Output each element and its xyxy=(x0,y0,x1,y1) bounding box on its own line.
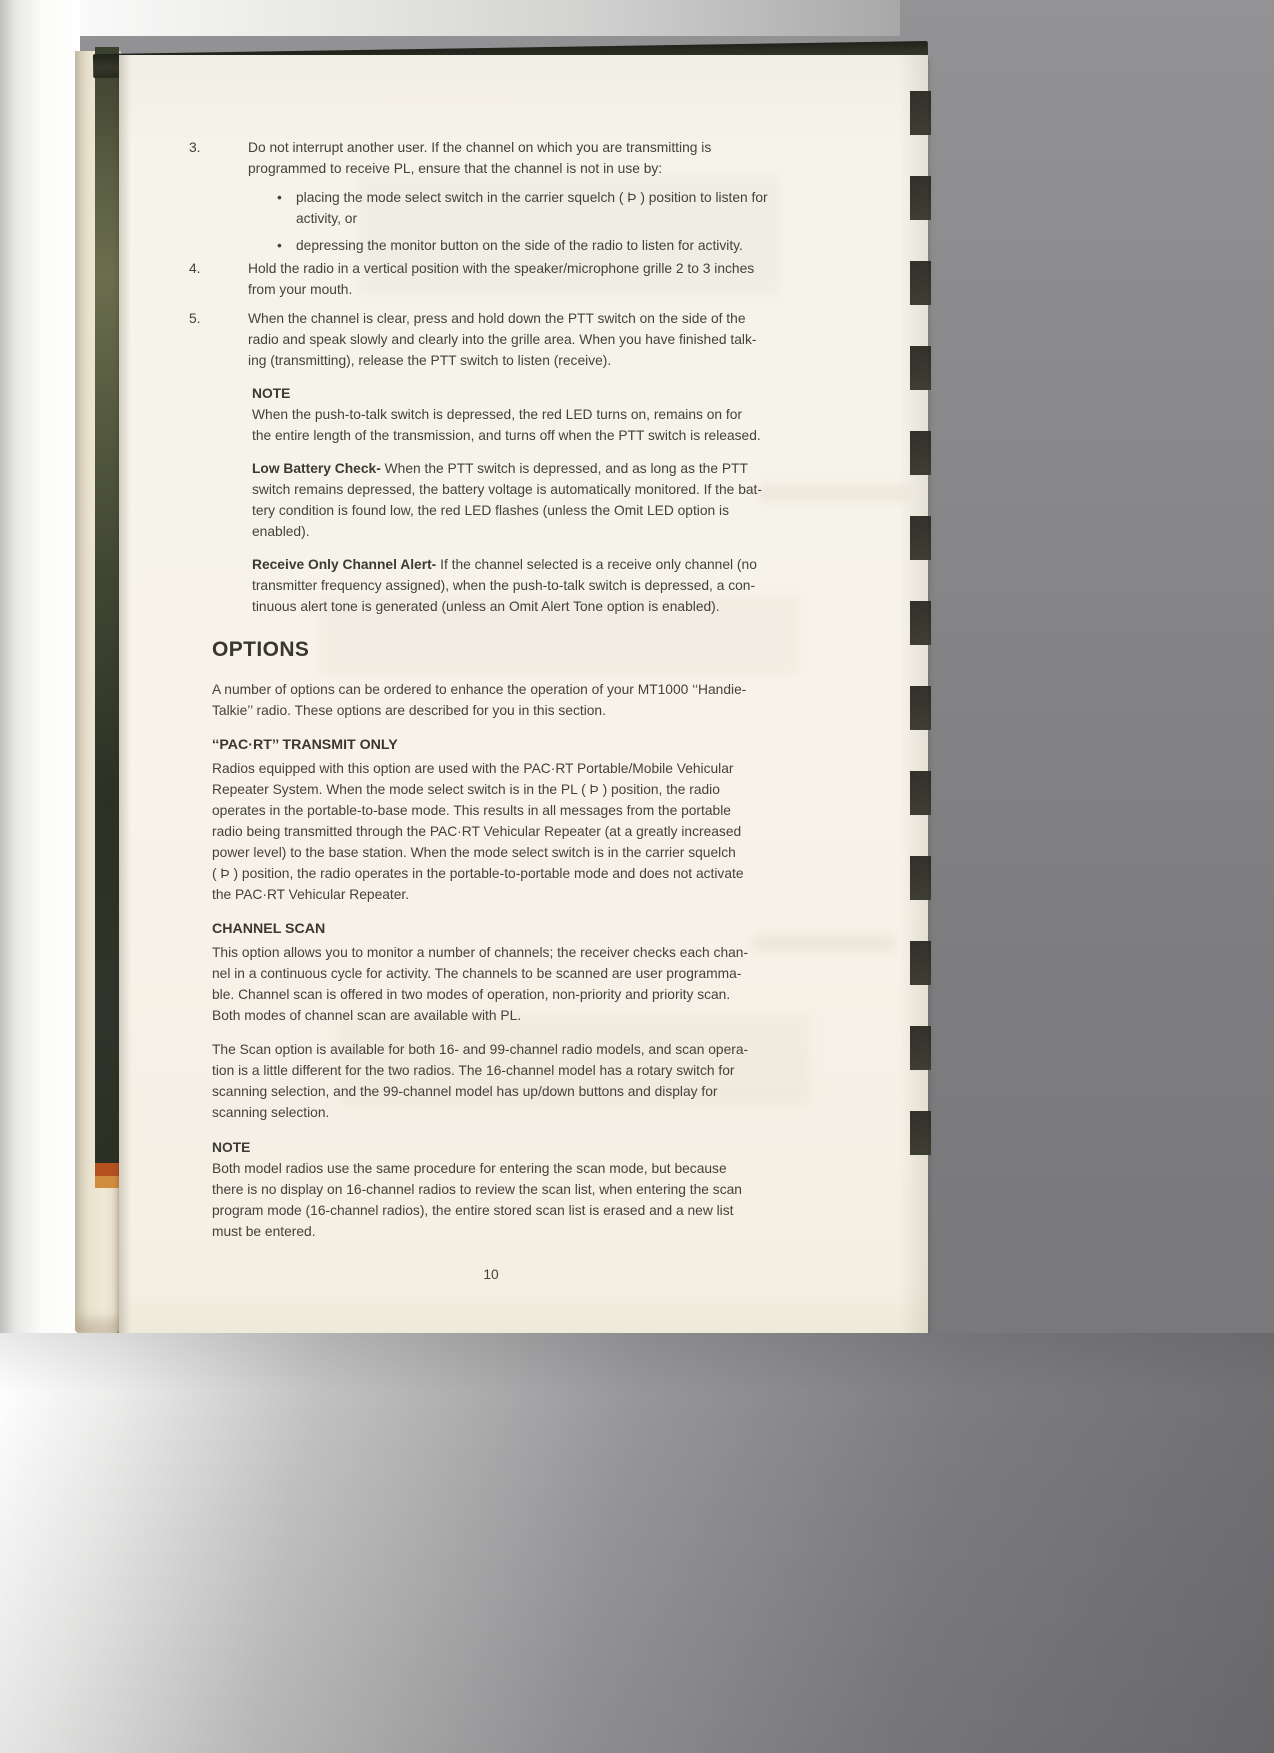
page-content xyxy=(189,137,793,1285)
text-line: radio being transmitted through the PAC·RT Vehicular Repeater (at a greatly increased xyxy=(212,824,742,839)
note-title: NOTE xyxy=(212,1140,251,1155)
item-number: 3. xyxy=(189,140,201,155)
text-line: scanning selection, and the 99-channel model has up/down buttons and display for xyxy=(212,1084,718,1099)
cover-stripe-orange-light xyxy=(95,1176,119,1188)
paragraph-text xyxy=(252,479,793,542)
page-number: 10 xyxy=(483,1267,499,1282)
text-line: Do not interrupt another user. If the channel on which you are transmitting is xyxy=(248,140,712,155)
note-text xyxy=(252,404,793,446)
text-line: power level) to the base station. When the mode select switch is in the carrier squelch xyxy=(212,845,736,860)
text-line: scanning selection. xyxy=(212,1105,330,1120)
item-text xyxy=(248,258,793,300)
scanner-bed-top xyxy=(0,0,900,36)
text-line: tinuous alert tone is generated (unless an Omit Alert Tone option is enabled). xyxy=(252,599,720,614)
pac-rt-paragraph xyxy=(212,758,793,905)
manual-page xyxy=(119,55,928,1333)
text-line: must be entered. xyxy=(212,1224,316,1239)
binding-notches xyxy=(910,91,931,1169)
text-line: there is no display on 16-channel radios to review the scan list, when entering the scan xyxy=(212,1182,742,1197)
bullet-item xyxy=(277,187,793,229)
pac-rt-heading: ‘‘PAC·RT’’ TRANSMIT ONLY xyxy=(212,737,398,753)
receive-only-channel-alert-paragraph xyxy=(252,554,793,617)
channel-scan-paragraph-1 xyxy=(212,942,793,1026)
text-line: programmed to receive PL, ensure that the channel is not in use by: xyxy=(248,161,663,176)
options-heading: OPTIONS xyxy=(212,638,310,661)
text-line: A number of options can be ordered to enhance the operation of your MT1000 ‘‘Handie- xyxy=(212,682,747,697)
text-line xyxy=(252,458,793,479)
text-line: radio and speak slowly and clearly into the grille area. When you have finished talk- xyxy=(248,332,757,347)
item-text xyxy=(248,137,793,179)
text-line: placing the mode select switch in the carrier squelch ( Þ ) position to listen for xyxy=(296,190,768,205)
channel-scan-heading: CHANNEL SCAN xyxy=(212,921,326,937)
text-line: Hold the radio in a vertical position with the speaker/microphone grille 2 to 3 inches xyxy=(248,261,755,276)
text-line: enabled). xyxy=(252,524,310,539)
item-number: 4. xyxy=(189,261,201,276)
text-line: Both modes of channel scan are available with PL. xyxy=(212,1008,522,1023)
text-line: Both model radios use the same procedure for entering the scan mode, but because xyxy=(212,1161,727,1176)
bullet-text xyxy=(296,235,743,256)
cover-edge-left xyxy=(95,47,119,1185)
text-line: depressing the monitor button on the side of the radio to listen for activity. xyxy=(296,238,743,253)
text-line: ble. Channel scan is offered in two modes of operation, non-priority and priority scan. xyxy=(212,987,731,1002)
text-line: The Scan option is available for both 16- and 99-channel radio models, and scan opera- xyxy=(212,1042,749,1057)
item-number: 5. xyxy=(189,311,201,326)
text-line: This option allows you to monitor a number of channels; the receiver checks each chan- xyxy=(212,945,749,960)
manual-book xyxy=(75,33,928,1333)
text-line: When the push-to-talk switch is depressed, the red LED turns on, remains on for xyxy=(252,407,743,422)
channel-scan-paragraph-2 xyxy=(212,1039,793,1123)
options-intro-paragraph xyxy=(212,679,793,721)
text-line: the PAC·RT Vehicular Repeater. xyxy=(212,887,410,902)
text-line: transmitter frequency assigned), when the push-to-talk switch is depressed, a con- xyxy=(252,578,756,593)
text-line: from your mouth. xyxy=(248,282,353,297)
note-title: NOTE xyxy=(252,386,291,401)
bullet-item xyxy=(277,235,793,256)
numbered-item-3 xyxy=(189,137,793,179)
bullet-text xyxy=(296,187,768,229)
text-line: the entire length of the transmission, and turns off when the PTT switch is released. xyxy=(252,428,761,443)
paragraph-lead-rest: If the channel selected is a receive only channel (no xyxy=(436,557,757,572)
item-text xyxy=(248,308,793,371)
paragraph-lead: Receive Only Channel Alert- xyxy=(252,557,437,572)
text-line: ( Þ ) position, the radio operates in the portable-to-portable mode and does not activate xyxy=(212,866,744,881)
channel-scan-section xyxy=(212,919,793,1123)
bullet-icon: • xyxy=(277,190,282,205)
text-line: tion is a little different for the two radios. The 16-channel model has a rotary switch for xyxy=(212,1063,735,1078)
text-line: switch remains depressed, the battery voltage is automatically monitored. If the bat- xyxy=(252,482,762,497)
note-block xyxy=(252,383,793,446)
low-battery-check-paragraph xyxy=(252,458,793,542)
bullet-icon: • xyxy=(277,238,282,253)
numbered-item-5 xyxy=(189,308,793,371)
text-line: When the channel is clear, press and hold down the PTT switch on the side of the xyxy=(248,311,746,326)
numbered-item-4 xyxy=(189,258,793,300)
scanner-bed-bottom xyxy=(0,1333,1274,1753)
paragraph-text xyxy=(252,575,793,617)
text-line xyxy=(252,554,793,575)
bullet-list xyxy=(248,187,793,256)
note-text xyxy=(212,1158,793,1242)
cover-stripe-orange-dark xyxy=(95,1163,119,1176)
text-line: Radios equipped with this option are used with the PAC·RT Portable/Mobile Vehicular xyxy=(212,761,734,776)
text-line: Talkie’’ radio. These options are described for you in this section. xyxy=(212,703,606,718)
pac-rt-section xyxy=(212,735,793,905)
text-line: operates in the portable-to-base mode. This results in all messages from the portable xyxy=(212,803,731,818)
text-line: ing (transmitting), release the PTT switch to listen (receive). xyxy=(248,353,612,368)
paragraph-lead-rest: When the PTT switch is depressed, and as long as the PTT xyxy=(380,461,748,476)
scan-note-block xyxy=(212,1137,793,1242)
text-line: tery condition is found low, the red LED flashes (unless the Omit LED option is xyxy=(252,503,730,518)
paragraph-lead: Low Battery Check- xyxy=(252,461,381,476)
text-line: program mode (16-channel radios), the entire stored scan list is erased and a new list xyxy=(212,1203,734,1218)
text-line: nel in a continuous cycle for activity. The channels to be scanned are user programma- xyxy=(212,966,742,981)
text-line: activity, or xyxy=(296,211,358,226)
text-line: Repeater System. When the mode select switch is in the PL ( Þ ) position, the radio xyxy=(212,782,720,797)
